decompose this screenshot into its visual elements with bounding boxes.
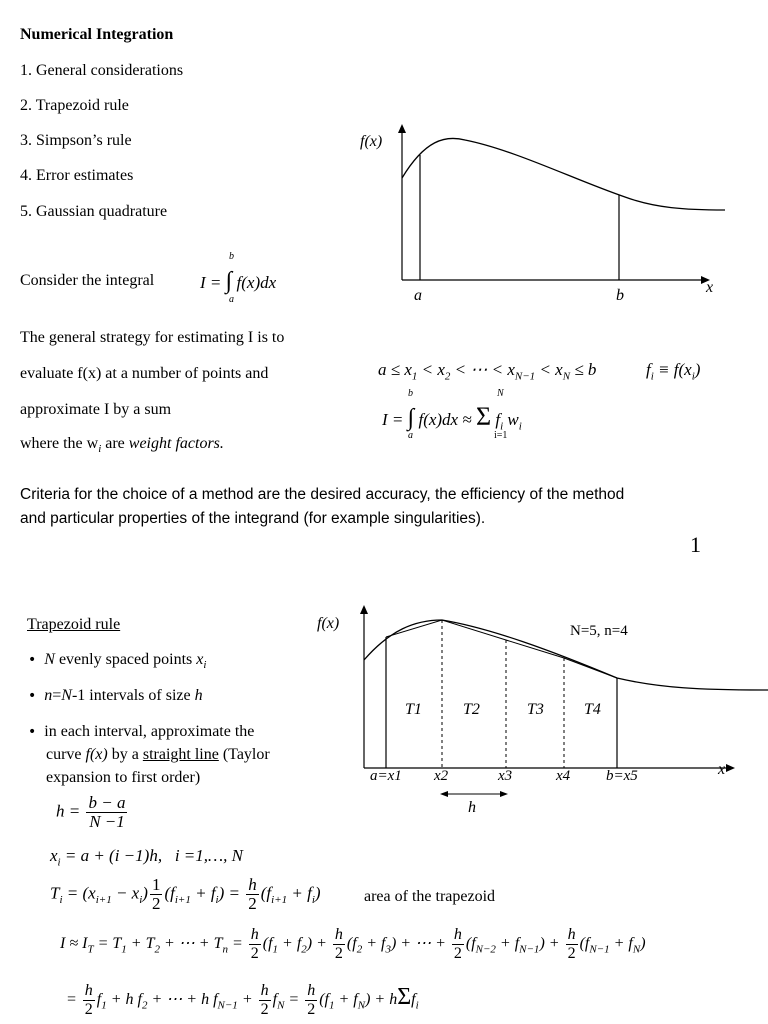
integral-lower-limit: a bbox=[229, 294, 234, 305]
trapezoid-simplified-formula: = $\frac{h}{2}$ $f_1 + h$ $f_2$ + ⋯ + h $f_{N-1}$ + $\frac{h}{2}$ $f_N$ = $\frac{h}{2}$ $(f_1 + f_N) + h\Sigma f_i$ bbox=[66, 982, 419, 1018]
section-title: Trapezoid rule bbox=[27, 616, 121, 633]
tick-label: x4 bbox=[556, 768, 571, 784]
page-title: Numerical Integration bbox=[20, 26, 174, 43]
bullet-item: • N evenly spaced points $x_i$ bbox=[28, 651, 207, 672]
tick-label: x2 bbox=[434, 768, 449, 784]
bullet-item-continuation: curve f(x) by a straight line (Taylor bbox=[46, 746, 270, 763]
sum-integral-lower: a bbox=[408, 430, 413, 441]
label-b: b bbox=[616, 287, 624, 304]
label-t3: T3 bbox=[527, 701, 544, 718]
n-label: N=5, n=4 bbox=[570, 623, 628, 639]
sum-formula: I = ∫ f(x)dx ≈ Σ $f_i$ $w_i$ bbox=[382, 402, 522, 433]
consider-label: Consider the integral bbox=[20, 272, 155, 289]
tick-label: a=x1 bbox=[370, 768, 402, 784]
outline-item: 1. General considerations bbox=[20, 62, 184, 79]
criteria-line-2: and particular properties of the integrand (for example singularities). bbox=[20, 510, 486, 527]
bullet-icon: • bbox=[28, 724, 37, 740]
label-t4: T4 bbox=[584, 701, 601, 718]
bullet-item-continuation: expansion to first order) bbox=[46, 769, 201, 786]
outline-item: 3. Simpson’s rule bbox=[20, 132, 132, 149]
outline-item: 4. Error estimates bbox=[20, 167, 134, 184]
integral-formula: I = ∫ f(x)dx bbox=[200, 268, 277, 294]
trapezoid-area-formula: $T_i = (x_{i+1} - x_i)$ $\frac{1}{2}$ $(f_{i+1} + f_i)$ = $\frac{h}{2}$ $(f_{i+1} + f_i)$ bbox=[50, 875, 321, 913]
function-graph bbox=[355, 120, 725, 310]
bullet-icon: • bbox=[28, 688, 37, 704]
outline-item: 5. Gaussian quadrature bbox=[20, 203, 168, 220]
sum-upper-limit: N bbox=[497, 388, 504, 399]
integral-upper-limit: b bbox=[229, 251, 234, 262]
strategy-line-1: The general strategy for estimating I is to bbox=[20, 329, 285, 346]
curve-line bbox=[402, 138, 725, 210]
label-t1: T1 bbox=[405, 701, 422, 718]
outline-item: 2. Trapezoid rule bbox=[20, 97, 129, 114]
x-definition: $x_i = a + (i -1)h$, i =1,…, N bbox=[50, 846, 243, 869]
trapezoid-graph bbox=[310, 600, 768, 820]
y-axis-label: f(x) bbox=[317, 615, 340, 632]
x-axis-label: x bbox=[706, 279, 714, 296]
sum-integral-upper: b bbox=[408, 388, 413, 399]
bullet-icon: • bbox=[28, 652, 37, 668]
criteria-line-1: Criteria for the choice of a method are the desired accuracy, the efficiency of the method bbox=[20, 486, 625, 503]
curve-line bbox=[364, 620, 768, 690]
bullet-item: • in each interval, approximate the bbox=[28, 723, 255, 740]
y-axis-label: f(x) bbox=[360, 133, 383, 150]
x-axis-label: x bbox=[718, 761, 726, 778]
strategy-line-4: where the $w_i$ are weight factors. bbox=[20, 435, 224, 456]
tick-label: x3 bbox=[498, 768, 513, 784]
f-definition: $f_i \equiv f(x_i)$ bbox=[646, 360, 701, 383]
tick-label: b=x5 bbox=[606, 768, 638, 784]
ordering-formula: $a \le x_1 < x_2$ < ⋯ < $x_{N-1} < x_N \le b$ bbox=[378, 360, 597, 383]
h-definition: h = $\frac{b - a}{N -1}$ bbox=[56, 793, 126, 831]
h-label: h bbox=[468, 799, 476, 816]
sum-lower-limit: i=1 bbox=[494, 430, 508, 441]
strategy-line-3: approximate I by a sum bbox=[20, 401, 172, 418]
label-a: a bbox=[414, 287, 422, 304]
trapezoid-sum-formula: $I \approx I_T = T_1 + T_2$ + ⋯ + $T_n$ = $\frac{h}{2}$ $(f_1 + f_2)$ + $\frac{h}{2}$ $(f_2 + f_3)$ + ⋯ + $\frac{h}{2}$ $(f_{N-2} + f_{N-1})$ + $\frac{h}{2}$ $(f_{N-1} + f_N)$ bbox=[60, 926, 646, 962]
label-t2: T2 bbox=[463, 701, 480, 718]
bullet-item: • n=N-1 intervals of size h bbox=[28, 687, 203, 704]
page-number: 1 bbox=[690, 532, 701, 557]
strategy-line-2: evaluate f(x) at a number of points and bbox=[20, 365, 269, 382]
trapezoid-area-label: area of the trapezoid bbox=[364, 888, 496, 905]
